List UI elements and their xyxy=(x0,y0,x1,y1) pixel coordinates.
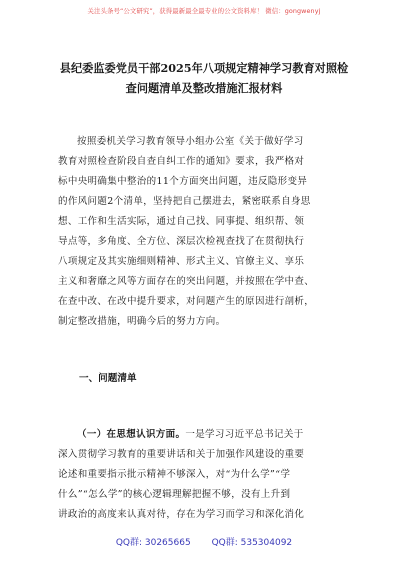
item-first-line-text: 一是学习习近平总书记关于 xyxy=(185,429,304,440)
intro-paragraph xyxy=(58,132,352,332)
section-heading-problem-list: 一、问题清单 xyxy=(79,373,137,384)
intro-line: 的作风问题2个清单，坚持把自己摆进去，紧密联系自身思 xyxy=(58,196,311,207)
footer-qq-group-1: QQ群: 30265665 xyxy=(115,538,191,548)
footer xyxy=(0,535,408,548)
item-line: 讲政治的高度来认真对待，存在为学习而学习和深化消化 xyxy=(58,509,305,520)
title-line-2: 查问题清单及整改措施汇报材料 xyxy=(125,81,283,95)
item-line: 论述和重要指示批示精神不够深入，对“为什么学”“学 xyxy=(58,469,291,480)
intro-line: 导点等，多角度、全方位、深层次检视查找了在贯彻执行 xyxy=(58,236,305,247)
intro-line: 教育对照检查阶段自查自纠工作的通知》要求，我严格对 xyxy=(58,156,305,167)
intro-line: 标中央明确集中整治的11个方面突出问题，违反隐形变异 xyxy=(58,176,308,187)
intro-line: 八项规定及其实施细则精神、形式主义、官僚主义、享乐 xyxy=(58,256,305,267)
item-line: 深入贯彻学习教育的重要讲话和关于加强作风建设的重要 xyxy=(58,449,305,460)
item-subheading: （一）在思想认识方面。 xyxy=(77,429,186,440)
top-banner: 关注头条号“公文研究”，获得最新最全最专业的公文资料库！ 微信：gongwenyj xyxy=(87,7,321,15)
item-line: 什么”“怎么学”的核心逻辑理解把握不够，没有上升到 xyxy=(58,489,291,500)
intro-line: 制定整改措施，明确今后的努力方向。 xyxy=(58,316,226,327)
document-title xyxy=(58,58,350,98)
footer-qq-group-2: QQ群: 535304092 xyxy=(211,538,293,548)
intro-line: 想、工作和生活实际，通过自己找、同事提、组织帮、领 xyxy=(58,216,305,227)
intro-line: 主义和奢靡之风等方面存在的突出问题，并按照在学中查、 xyxy=(58,276,315,287)
intro-line: 按照委机关学习教育领导小组办公室《关于做好学习 xyxy=(77,136,304,147)
intro-line: 在查中改、在改中提升要求，对问题产生的原因进行剖析， xyxy=(58,296,315,307)
item-first-line xyxy=(58,425,352,445)
item-paragraph-ideology xyxy=(58,425,352,525)
title-line-1: 县纪委监委党员干部2025年八项规定精神学习教育对照检 xyxy=(59,61,349,75)
